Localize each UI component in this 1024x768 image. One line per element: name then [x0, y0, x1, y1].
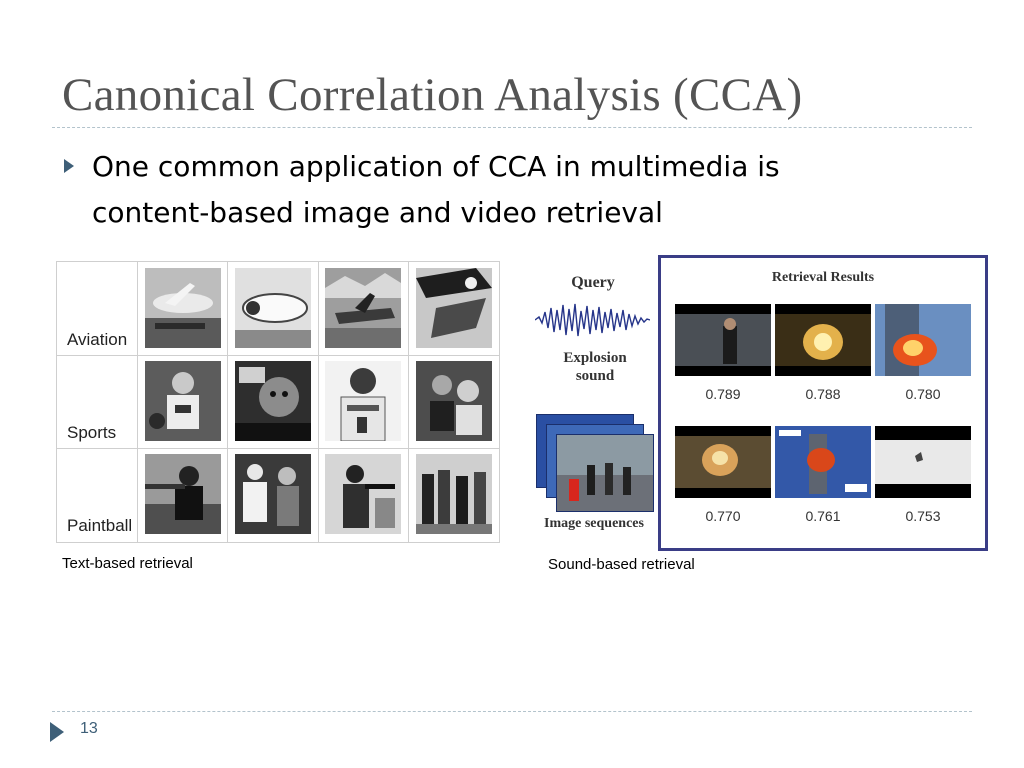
result-frame: [675, 426, 771, 498]
image-sequence-stack: [536, 414, 654, 516]
footer-arrow-icon: [50, 722, 64, 742]
result-frame: [775, 426, 871, 498]
result-score: 0.789: [705, 386, 741, 402]
paintball-photo: [325, 454, 401, 534]
paintball-photo: [145, 454, 221, 534]
slide-title: Canonical Correlation Analysis (CCA): [62, 69, 803, 121]
right-caption: Sound-based retrieval: [548, 556, 695, 573]
result-score: 0.780: [905, 386, 941, 402]
result-frame: [675, 304, 771, 376]
result-frame: [875, 426, 971, 498]
sequence-frame: [556, 434, 654, 512]
result-score: 0.770: [705, 508, 741, 524]
paintball-photo: [416, 454, 492, 534]
explosion-sound-label: Explosion sound: [563, 350, 627, 384]
result-frame: [875, 304, 971, 376]
retrieval-results-panel: [658, 255, 988, 551]
footer-divider: [52, 711, 972, 712]
grid-divider: [137, 262, 138, 542]
grid-divider: [318, 262, 319, 542]
grid-divider: [57, 355, 499, 356]
sports-photo: [235, 361, 311, 441]
aviation-photo: [235, 268, 311, 348]
grid-divider: [57, 448, 499, 449]
sports-photo: [416, 361, 492, 441]
row-label-aviation: Aviation: [67, 330, 128, 349]
result-frame: [775, 304, 871, 376]
result-score: 0.761: [805, 508, 841, 524]
aviation-photo: [416, 268, 492, 348]
bullet-arrow-icon: [64, 159, 74, 173]
result-score: 0.753: [905, 508, 941, 524]
result-score: 0.788: [805, 386, 841, 402]
row-label-sports: Sports: [67, 423, 117, 442]
left-caption: Text-based retrieval: [62, 555, 193, 572]
query-label: Query: [571, 274, 615, 291]
sound-waveform-icon: [535, 300, 650, 340]
grid-divider: [227, 262, 228, 542]
image-sequences-label: Image sequences: [544, 516, 644, 531]
grid-divider: [408, 262, 409, 542]
results-title: Retrieval Results: [771, 270, 875, 285]
paintball-photo: [235, 454, 311, 534]
aviation-photo: [325, 268, 401, 348]
text-retrieval-grid: [56, 261, 500, 543]
aviation-photo: [145, 268, 221, 348]
page-number: 13: [80, 720, 98, 737]
title-divider: [52, 127, 972, 128]
bullet-text: One common application of CCA in multimedia is content-based image and video retrieval: [92, 150, 780, 229]
sports-photo: [145, 361, 221, 441]
row-label-paintball: Paintball: [67, 516, 133, 535]
sports-photo: [325, 361, 401, 441]
